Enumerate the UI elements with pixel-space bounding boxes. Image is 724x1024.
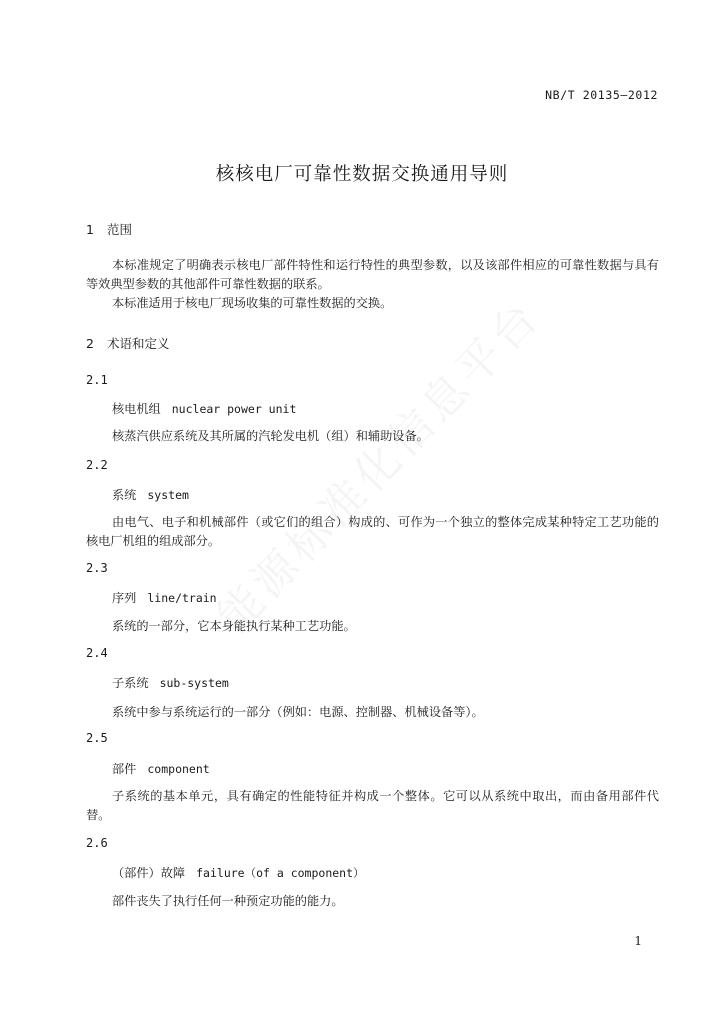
- term: [112, 864, 365, 881]
- term-en: line/train: [147, 591, 217, 605]
- section-title: 术语和定义: [107, 336, 170, 351]
- term-cn: 子系统: [112, 676, 149, 690]
- term: [112, 486, 189, 503]
- term-cn: 部件: [112, 762, 137, 776]
- term-en: component: [147, 762, 210, 776]
- definition: 部件丧失了执行任何一种预定功能的能力。: [112, 894, 344, 908]
- term-cn: 序列: [112, 591, 137, 605]
- clause-number: 2.2: [86, 458, 108, 472]
- section-2-heading: [86, 334, 170, 352]
- section-number: 2: [86, 336, 94, 351]
- term-cn: （部件）故障: [112, 866, 186, 880]
- section-number: 1: [86, 222, 94, 237]
- term: [112, 674, 229, 691]
- definition: 子系统的基本单元，具有确定的性能特征并构成一个整体。它可以从系统中取出，而由备用部件代替。: [86, 789, 659, 822]
- section-1-heading: [86, 220, 132, 238]
- definition: 核蒸汽供应系统及其所属的汽轮发电机（组）和辅助设备。: [112, 429, 429, 443]
- term-en: system: [147, 488, 189, 502]
- definition: 系统的一部分，它本身能执行某种工艺功能。: [112, 619, 356, 633]
- term-en: nuclear power unit: [171, 402, 297, 416]
- clause-number: 2.3: [86, 561, 108, 575]
- clause-number: 2.1: [86, 373, 108, 387]
- document-title: 核核电厂可靠性数据交换通用导则: [215, 164, 509, 185]
- term-en: sub-system: [159, 676, 229, 690]
- term: [112, 589, 217, 606]
- paragraph: 本标准规定了明确表示核电厂部件特性和运行特性的典型参数，以及该部件相应的可靠性数据与具有等效典型参数的其他部件可靠性数据的联系。: [86, 258, 659, 291]
- page-number: 1: [634, 934, 642, 948]
- standard-code: NB/T 20135—2012: [545, 88, 658, 102]
- term-cn: 核电机组: [112, 402, 161, 416]
- term: [112, 400, 296, 417]
- watermark: [200, 283, 552, 645]
- term: [112, 760, 210, 777]
- definition: 由电气、电子和机械部件（或它们的组合）构成的、可作为一个独立的整体完成某种特定工艺功能的核电厂机组的组成部分。: [86, 515, 659, 548]
- term-cn: 系统: [112, 488, 137, 502]
- definition: 系统中参与系统运行的一部分（例如：电源、控制器、机械设备等）。: [112, 705, 484, 719]
- section-title: 范围: [107, 222, 133, 237]
- clause-number: 2.6: [86, 836, 108, 850]
- clause-number: 2.5: [86, 731, 108, 745]
- term-en: failure（of a component）: [196, 866, 365, 880]
- paragraph: 本标准适用于核电厂现场收集的可靠性数据的交换。: [112, 296, 393, 310]
- clause-number: 2.4: [86, 646, 108, 660]
